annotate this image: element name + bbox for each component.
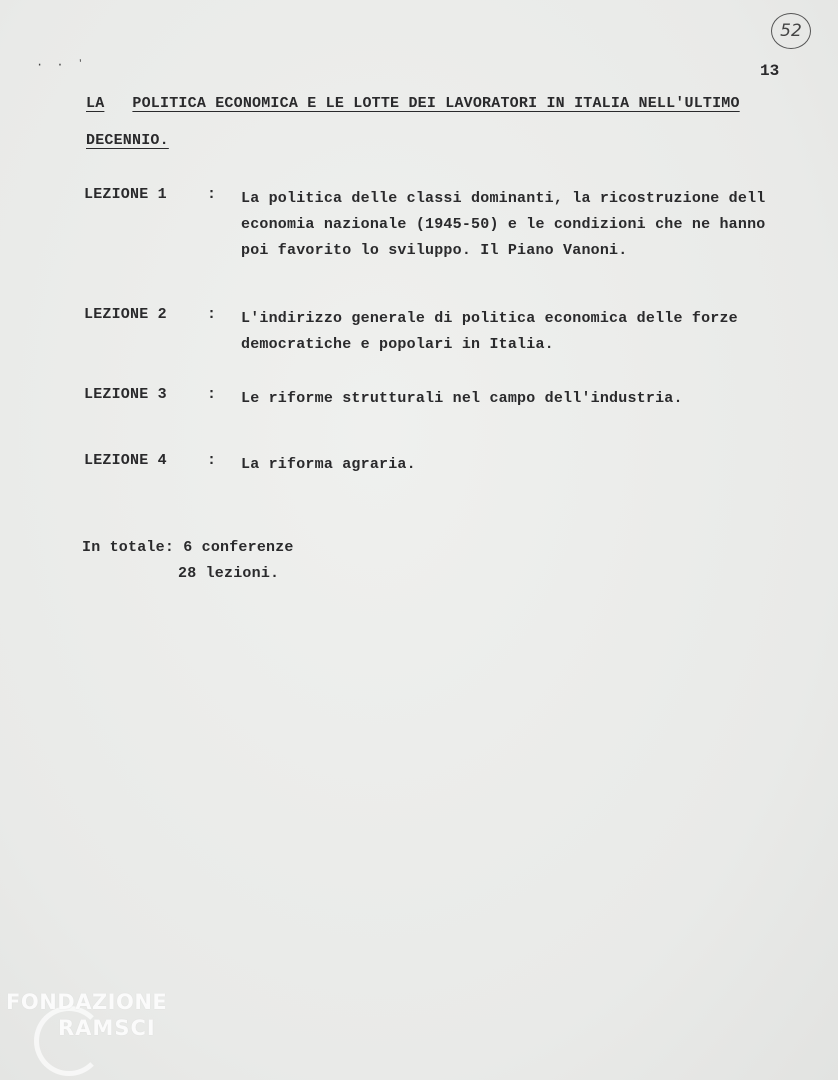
document-title-line-1 (86, 95, 740, 112)
watermark-line-2: RAMSCI (58, 1016, 156, 1040)
document-title-line-2: DECENNIO. (86, 132, 169, 149)
lesson-text-line: poi favorito lo sviluppo. Il Piano Vanoni. (241, 242, 628, 259)
totals-conferences: In totale: 6 conferenze (82, 539, 294, 556)
lesson-description (241, 186, 811, 264)
lesson-text-line: Le riforme strutturali nel campo dell'industria. (241, 390, 683, 407)
lesson-label: LEZIONE 4 (84, 452, 167, 469)
lesson-text-line: democratiche e popolari in Italia. (241, 336, 554, 353)
lesson-description (241, 452, 811, 478)
corner-marks: · · ʼ (36, 58, 88, 72)
lesson-separator: : (207, 306, 217, 323)
lesson-description (241, 386, 811, 412)
lesson-label: LEZIONE 1 (84, 186, 167, 203)
lesson-text-line: L'indirizzo generale di politica economica delle forze (241, 310, 738, 327)
lesson-separator: : (207, 452, 217, 469)
archive-number-circled: 52 (771, 13, 811, 49)
totals-lessons: 28 lezioni. (178, 565, 280, 582)
lesson-label: LEZIONE 3 (84, 386, 167, 403)
totals-block (82, 535, 294, 587)
lesson-text-line: La politica delle classi dominanti, la ricostruzione dell (241, 190, 766, 207)
lesson-separator: : (207, 386, 217, 403)
lesson-text-line: economia nazionale (1945-50) e le condizioni che ne hanno (241, 216, 766, 233)
title-part-2: POLITICA ECONOMICA E LE LOTTE DEI LAVORATORI IN ITALIA NELL'ULTIMO (132, 95, 740, 112)
lesson-text-line: La riforma agraria. (241, 456, 416, 473)
title-part-1: LA (86, 95, 105, 112)
lesson-description (241, 306, 811, 358)
fondazione-gramsci-watermark (6, 988, 216, 1068)
lesson-label: LEZIONE 2 (84, 306, 167, 323)
watermark-line-1: FONDAZIONE (6, 990, 168, 1014)
lesson-separator: : (207, 186, 217, 203)
page-number: 13 (760, 62, 780, 80)
